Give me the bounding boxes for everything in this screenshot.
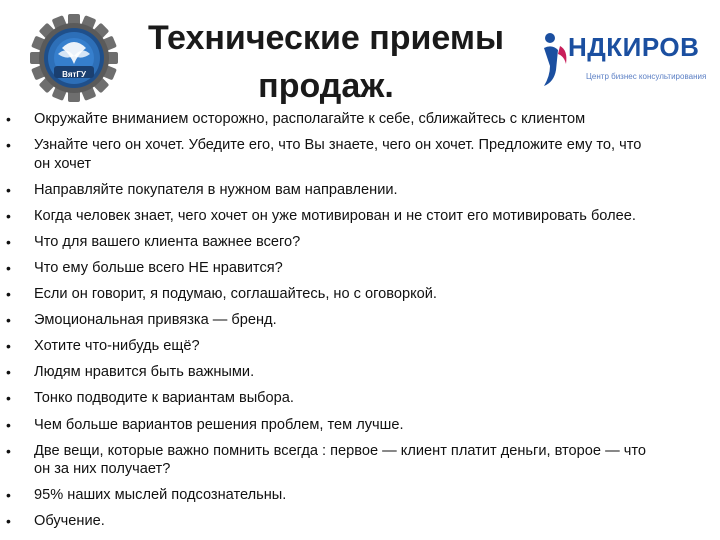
bullet-item (0, 389, 720, 408)
bullet-item (0, 337, 720, 356)
bullet-item (0, 181, 720, 200)
ndkirov-logo-subtitle: Центр бизнес консультирования (586, 72, 707, 81)
bullet-item (0, 512, 720, 531)
bullet-item (0, 363, 720, 382)
bullet-item (0, 442, 720, 479)
bullet-item (0, 207, 720, 226)
ndkirov-logo-word: НДКИРОВ (568, 32, 700, 62)
slide-title-line-1: Технические приемы (147, 19, 505, 57)
bullet-text: Две вещи, которые важно помнить всегда : первое — клиент платит деньги, второе — что он за них получает? (34, 442, 646, 478)
bullet-item (0, 416, 720, 435)
bullet-text: Хотите что-нибудь ещё? (34, 338, 200, 355)
bullet-text: Окружайте вниманием осторожно, располагайте к себе, сближайтесь с клиентом (34, 111, 586, 127)
bullet-dot-icon: • (6, 137, 11, 154)
vyatgu-gear-logo-icon (30, 14, 118, 102)
bullet-dot-icon: • (6, 416, 11, 433)
bullet-item (0, 233, 720, 252)
slide-title-line-2: продаж. (258, 67, 394, 105)
bullet-item (0, 110, 720, 129)
ndkirov-logo (538, 30, 718, 90)
bullet-text: 95% наших мыслей подсознательны. (34, 487, 287, 504)
bullet-item (0, 311, 720, 330)
bullet-dot-icon: • (6, 338, 11, 355)
bullet-dot-icon: • (6, 111, 11, 127)
bullet-dot-icon: • (6, 207, 11, 224)
bullet-text: Эмоциональная привязка — бренд. (34, 312, 277, 329)
bullet-item (0, 136, 720, 173)
bullet-text: Тонко подводите к вариантам выбора. (34, 390, 294, 407)
bullet-dot-icon: • (6, 513, 11, 530)
slide-title (128, 14, 524, 110)
bullet-item (0, 285, 720, 304)
bullet-text: Если он говорит, я подумаю, соглашайтесь, но с оговоркой. (34, 286, 437, 303)
bullet-text: Когда человек знает, чего хочет он уже мотивирован и не стоит его мотивировать более. (34, 207, 636, 224)
vyatgu-logo-text: ВятГУ (62, 70, 86, 79)
bullet-text: Направляйте покупателя в нужном вам направлении. (34, 181, 398, 198)
bullet-text: Что ему больше всего НЕ нравится? (34, 259, 283, 276)
bullet-item (0, 486, 720, 505)
bullet-dot-icon: • (6, 259, 11, 276)
bullet-text: Обучение. (34, 513, 105, 530)
bullet-list (0, 110, 720, 538)
bullet-text: Что для вашего клиента важнее всего? (34, 233, 301, 250)
bullet-dot-icon: • (6, 312, 11, 329)
bullet-dot-icon: • (6, 286, 11, 303)
ndkirov-logo-icon (538, 30, 572, 88)
bullet-dot-icon: • (6, 487, 11, 504)
bullet-dot-icon: • (6, 390, 11, 407)
bullet-text: Людям нравится быть важными. (34, 364, 255, 381)
bullet-item (0, 259, 720, 278)
bullet-text: Чем больше вариантов решения проблем, тем лучше. (34, 416, 404, 433)
bullet-dot-icon: • (6, 181, 11, 198)
bullet-dot-icon: • (6, 233, 11, 250)
bullet-text: Узнайте чего он хочет. Убедите его, что Вы знаете, чего он хочет. Предложите ему то, что он хочет (34, 137, 642, 172)
bullet-dot-icon: • (6, 364, 11, 381)
bullet-dot-icon: • (6, 442, 11, 459)
